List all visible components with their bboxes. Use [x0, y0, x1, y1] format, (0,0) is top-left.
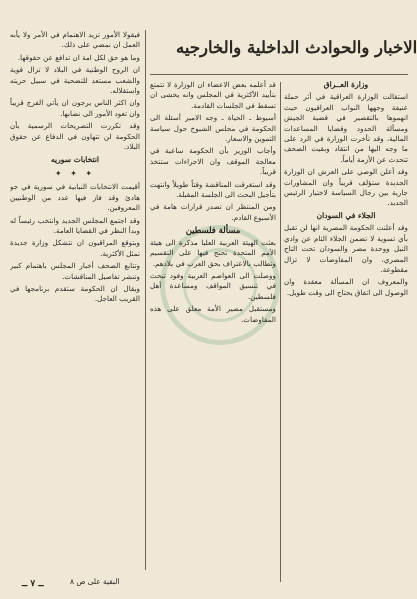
middle-paragraph: ومستقبل مصير الأمة معلق على هذه المفاوضات.	[150, 304, 276, 324]
right-paragraph: وقد أعلنت الحكومة المصرية انها لن تقبل بأي تسوية لا تضمن الجلاء التام عن وادي النيل ووحدة مصر والسودان تحت التاج المصري، وان المفاوضات لا تزال مقطوعة.	[284, 223, 408, 274]
left-paragraph: أقيمت الانتخابات النيابية في سورية في جو هادئ وقد فاز فيها عدد من الوطنيين المعروفين.	[10, 182, 140, 213]
left-paragraph: وتتابع الصحف أخبار المجلس باهتمام كبير وتنشر تفاصيل المناقشات.	[10, 261, 140, 281]
ornament-divider: ✦ ✦ ✦	[54, 168, 96, 178]
left-section-title: انتخابات سوريه	[50, 155, 100, 165]
continuation-note: البقية على ص ٨	[70, 577, 120, 586]
right-section-title: وزارة العــراق	[323, 80, 369, 89]
middle-paragraph: ووصلت الى العواصم العربية وفود تبحث في تنسيق المواقف ومساعدة أهل فلسطين.	[150, 270, 276, 301]
right-paragraph: والمعروف ان المسألة معقدة وان الوصول الى اتفاق يحتاج الى وقت طويل.	[284, 277, 408, 297]
right-section-title: الجلاء في السودان	[316, 210, 376, 220]
column-divider-right	[280, 82, 281, 582]
middle-section-title: مسألة فلسطين	[185, 225, 241, 236]
left-paragraph: ويتوقع المراقبون ان تتشكل وزارة جديدة تمثل الأكثرية.	[10, 238, 140, 258]
left-paragraph: وان اكثر الناس يرجون ان يأتي الفرج قريباً وان تعود الأمور الى نصابها.	[10, 98, 140, 118]
page-number: ــ ٧ ــ	[22, 579, 44, 589]
right-column	[284, 80, 408, 570]
left-paragraph: فيقولا الأمور تزيد الاهتمام في الأمر ولا يأبه العمل ان نمضي على ذلك.	[10, 30, 140, 50]
middle-paragraph: ومن المنتظر ان تصدر قرارات هامة في الأسبوع القادم.	[150, 202, 276, 222]
left-paragraph: ان الروح الوطنية في البلاد لا تزال قوية والشعب مستعد للتضحية في سبيل حريته واستقلاله.	[10, 65, 140, 96]
headline-rule	[150, 74, 408, 75]
page-headline: الاخبار والحوادث الداخلية والخارجيه	[176, 38, 417, 57]
left-paragraph: وقد اجتمع المجلس الجديد وانتخب رئيساً له وبدأ النظر في القضايا العامة.	[10, 215, 140, 235]
left-paragraph: وما هو حق لكل امة ان تدافع عن حقوقها.	[17, 52, 140, 62]
middle-paragraph: أسيوط ـ الحياة ـ وجه الامير أسئلة الى الحكومة في مجلس الشيوخ حول سياسة التموين والاسعار.	[150, 113, 276, 144]
column-divider-left	[145, 30, 146, 570]
left-column	[10, 30, 140, 565]
middle-column	[150, 80, 276, 570]
middle-paragraph: بعثت الهيئة العربية العليا مذكرة الى هيئة الأمم المتحدة تحتج فيها على التقسيم وتطالب بالاعتراف بحق العرب في بلادهم.	[150, 237, 276, 268]
left-paragraph: وقد تكررت التصريحات الرسمية بأن الحكومة لن تتهاون في الدفاع عن حقوق البلاد.	[10, 121, 140, 152]
middle-paragraph: وأجاب الوزير بأن الحكومة ساعية في معالجة الموقف وان الاجراءات ستتخذ قريباً.	[150, 146, 276, 177]
middle-paragraph: قد أعلمه بعض الاعضاء ان الوزارة لا تتمتع بتأييد الأكثرية في المجلس وانه يخشى ان تسقط في الجلسات القادمة.	[150, 80, 276, 110]
right-paragraph: وقد أعلن الوصي على العرش ان الوزارة الجديدة ستؤلف قريباً وان المشاورات جارية بين رجال السياسة لاختيار الرئيس الجديد.	[284, 167, 408, 208]
left-paragraph: ويقال ان الحكومة ستقدم برنامجها في القريب العاجل.	[10, 283, 140, 304]
right-paragraph: استقالت الوزارة العراقية في أثر حملة عنيفة وجهها النواب العراقيون حيث اتهموها بالتقصير في قضية الجيش ومسألة الحدود وقضايا المساعدات المالية، وقد تأخرت الوزارة في الرد على ما وجه اليها من انتقاد وبقيت الصحف تتحدث عن الأزمة أياماً.	[284, 92, 408, 164]
middle-paragraph: وقد استغرقت المناقشة وقتاً طويلاً وانتهت بتأجيل البحث الى الجلسة المقبلة.	[150, 179, 276, 200]
